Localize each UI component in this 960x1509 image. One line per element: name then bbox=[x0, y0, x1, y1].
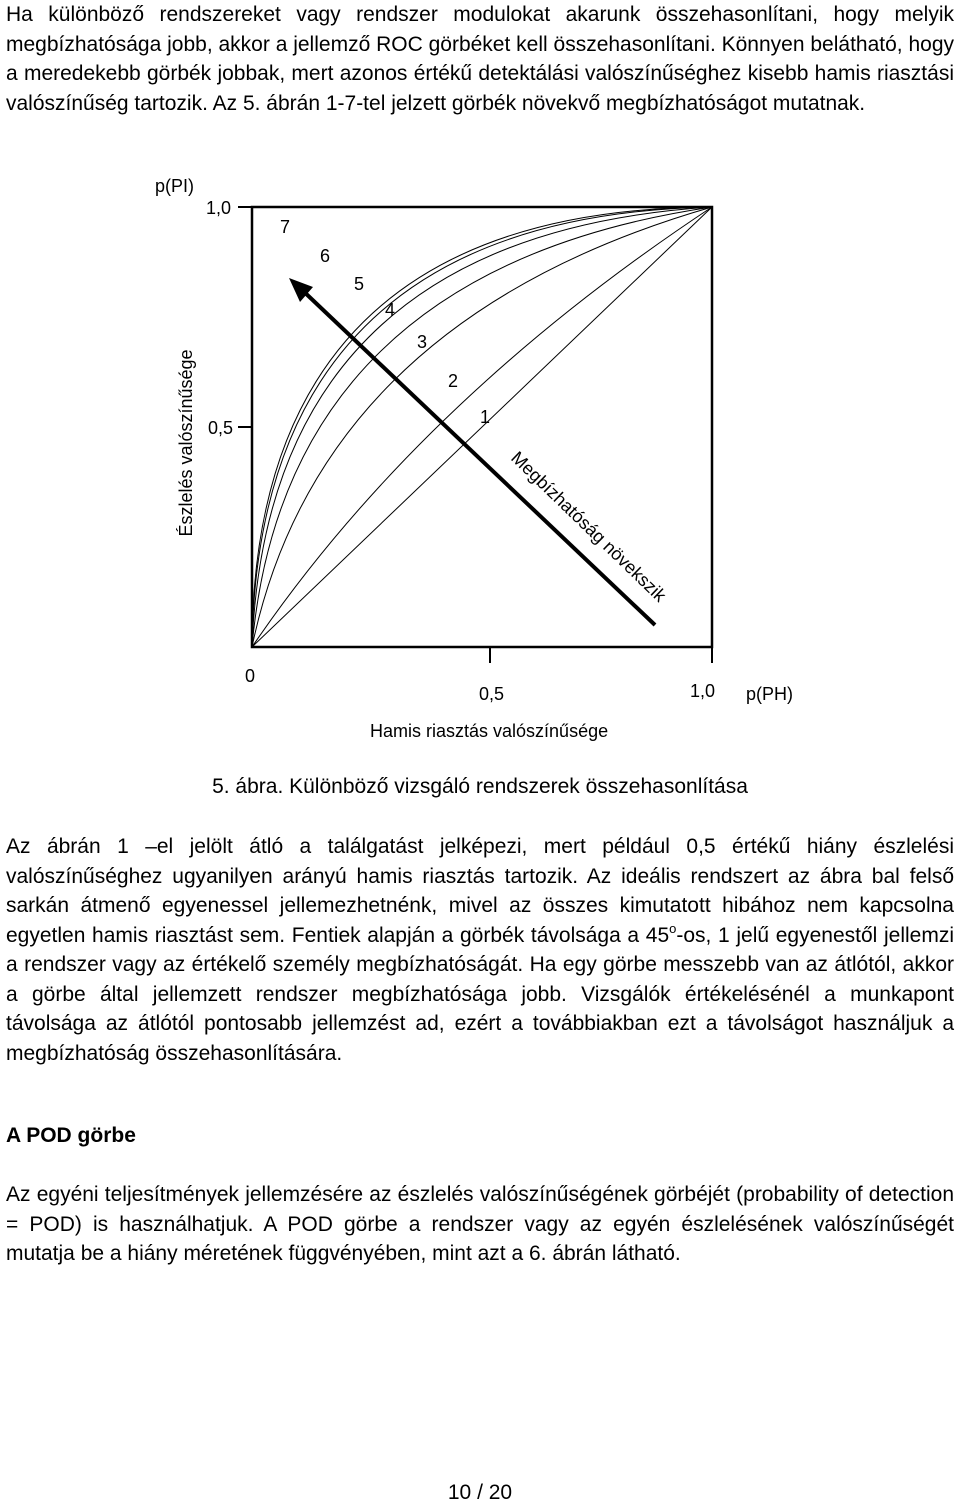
explanation-paragraph bbox=[6, 832, 954, 1068]
section-heading: A POD görbe bbox=[6, 1124, 136, 1147]
explanation-text-start: Az ábrán 1 –el jelölt átló a találgatást jelképezi, mert például 0,5 értékű hiány észlelési valószínűséghez ugyanilyen arányú hamis riasztás tartozik. Az ideális rendszert az ábra bal felső sarkán átmenő egyenessel jellemezhetnénk, mivel az összes kimutatott hibához nem kapcsolna egyetlen hamis riasztást sem. Fentiek alapján a görbék távolsága a 45 bbox=[6, 835, 954, 947]
reliability-arrow bbox=[300, 288, 655, 625]
x-axis-symbol: p(PH) bbox=[746, 684, 794, 704]
x-tick-label-right: 1,0 bbox=[690, 681, 716, 701]
curve-label-1: 1 bbox=[480, 407, 491, 427]
curve-label-5: 5 bbox=[354, 274, 365, 294]
y-tick-label-top: 1,0 bbox=[206, 198, 232, 218]
y-axis-label: Észlelés valószínűsége bbox=[176, 349, 196, 537]
y-tick-label-mid: 0,5 bbox=[208, 418, 234, 438]
x-tick-label-mid: 0,5 bbox=[479, 684, 505, 704]
roc-figure bbox=[0, 160, 960, 760]
curve-label-6: 6 bbox=[320, 246, 331, 266]
page-number: 10 / 20 bbox=[447, 1481, 513, 1504]
curve-label-3: 3 bbox=[417, 332, 428, 352]
figure-caption: 5. ábra. Különböző vizsgáló rendszerek összehasonlítása bbox=[212, 775, 748, 798]
arrow-label: Megbízhatóság növekszik bbox=[507, 447, 671, 606]
pod-paragraph: Az egyéni teljesítmények jellemzésére az észlelés valószínűségének görbéjét (probability of detection = POD) is használhatjuk. A POD görbe a rendszer vagy az egyén észlelésének valószínűségét mutatja be a hiány méretének függvényében, mint azt a 6. ábrán látható. bbox=[6, 1183, 954, 1265]
origin-label: 0 bbox=[245, 666, 256, 686]
x-axis-label: Hamis riasztás valószínűsége bbox=[370, 721, 609, 741]
degree-superscript: o bbox=[669, 920, 677, 936]
intro-paragraph: Ha különböző rendszereket vagy rendszer modulokat akarunk összehasonlítani, hogy melyik megbízhatósága jobb, akkor a jellemző ROC görbéket kell összehasonlítani. Könnyen belátható, hogy a meredekebb görbék jobbak, mert azonos értékű detektálási valószínűséghez kisebb hamis riasztási valószínűség tartozik. Az 5. ábrán 1-7-tel jelzett görbék növekvő megbízhatóságot mutatnak. bbox=[6, 3, 954, 115]
curve-label-2: 2 bbox=[448, 371, 459, 391]
curve-label-7: 7 bbox=[280, 217, 291, 237]
explanation-text-end: -os, 1 jelű egyenestől jellemzi a rendszer vagy az értékelő személy megbízhatóságát. Ha egy görbe messzebb van az átlótól, akkor a görbe által jellemzett rendszer megbízhatósága jobb. Vizsgálók értékelésénél a munkapont távolsága az átlótól pontosabb jellemzést ad, ezért a továbbiakban ezt a távolságot használjuk a megbízhatóság összehasonlítására. bbox=[6, 923, 954, 1065]
y-axis-symbol: p(PI) bbox=[155, 176, 195, 196]
curve-label-4: 4 bbox=[385, 300, 396, 320]
